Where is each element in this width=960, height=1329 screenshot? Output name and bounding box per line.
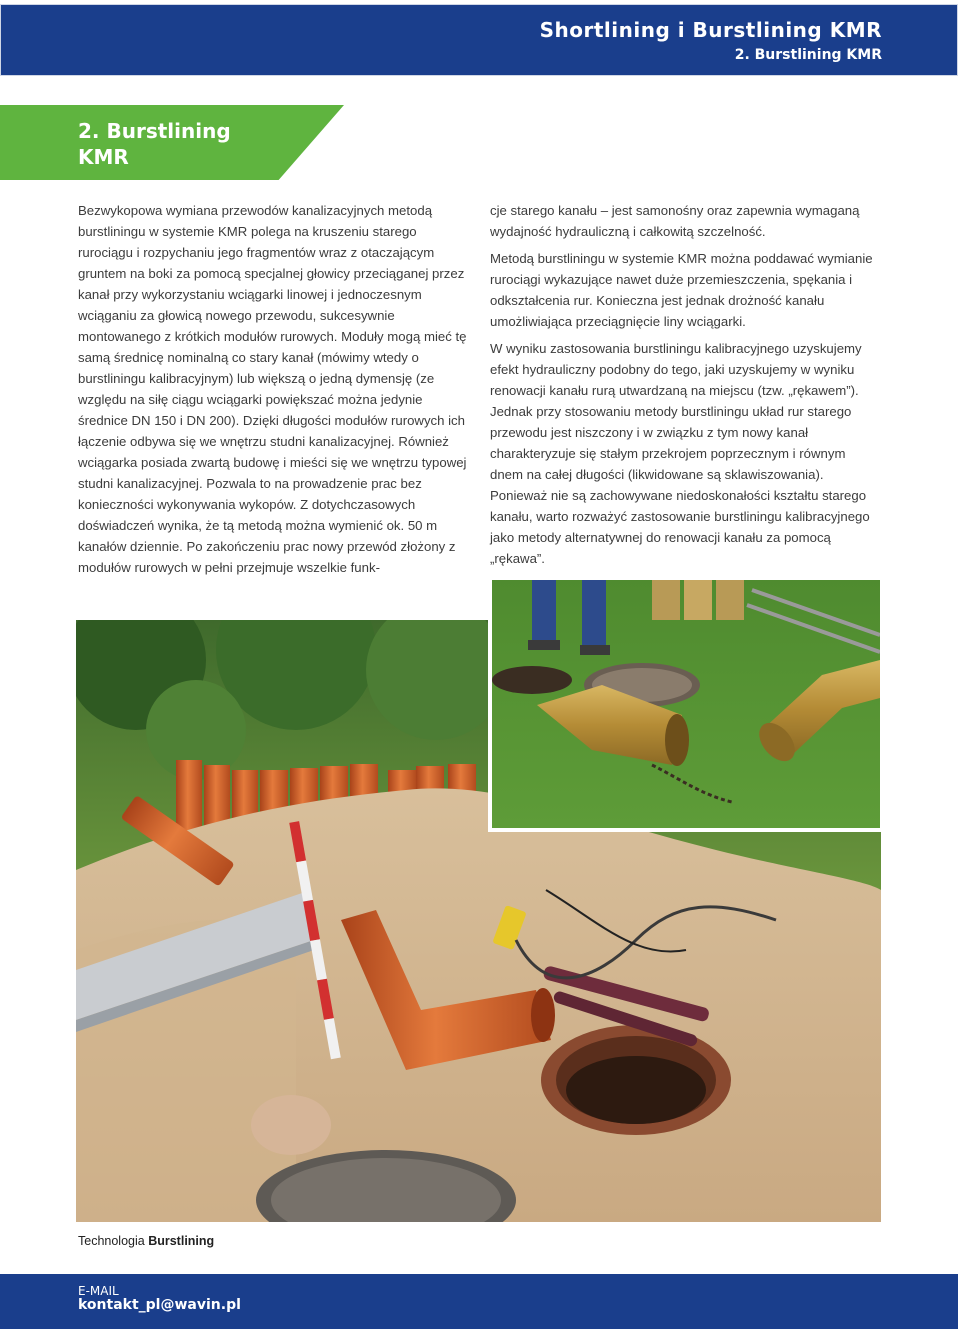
footer-email-link[interactable]: kontakt_pl@wavin.pl bbox=[78, 1297, 241, 1313]
paragraph-displacements: Metodą burstliningu w systemie KMR można poddawać wymianie rurociągi wykazujące nawet duże przemieszczenia, spękania i odkształcenia rur. Konieczna jest jednak drożność kanału umożliwiająca przeciągnięcie liny wciągarki. bbox=[490, 251, 873, 329]
caption-prefix: Technologia bbox=[78, 1234, 149, 1248]
header-subtitle: 2. Burstlining KMR bbox=[734, 47, 882, 63]
header-title: Shortlining i Burstlining KMR bbox=[539, 18, 882, 42]
section-title-line2: KMR bbox=[78, 145, 129, 169]
paragraph-intro: Bezwykopowa wymiana przewodów kanalizacyjnych metodą burstliningu w systemie KMR polega na kruszeniu starego rurociągu i rozpychaniu jego fragmentów wraz z otaczającym gruntem na boki za pomocą specjalnej głowicy przeciąganej przez kanał przy wykorzystaniu wciągarki linowej i jednoczesnym wciąganiu za głowicą nowego przewodu, sukcesywnie montowanego z krótkich modułów rurowych. Moduły mogą mieć tę samą średnicę nominalną co stary kanał (mówimy wtedy o burstliningu kalibracyjnym) lub większą o jedną dymensję (ze względu na siłę ciągu wciągarki powiększać można jedynie średnice DN 150 i DN 200). Dzięki długości modułów rurowych ich łączenie odbywa się we wnętrzu studni kanalizacyjnej. Również wciągarka posiada zwartą budowę i mieści się we wnętrzu typowej studni kanalizacyjnej. Pozwala to na prowadzenie prac bez konieczności wykonywania wykopów. Z dotychczasowych doświadczeń wynika, że tą metodą można wymienić ok. 50 m kanałów dziennie. Po zakończeniu prac nowy przewód złożony z modułów rurowych w pełni przejmuje wszelkie funk- bbox=[78, 203, 467, 575]
footer-email-label: E-MAIL bbox=[78, 1284, 119, 1298]
body-text-right bbox=[490, 200, 882, 575]
paragraph-hydraulic: W wyniku zastosowania burstliningu kalibracyjnego uzyskujemy efekt hydrauliczny podobny do tego, jaki uzyskujemy w wyniku renowacji kanału rurą utwardzaną na miejscu (tzw. „rękawem”). Jednak przy stosowaniu metody burstliningu układ rur starego przewodu jest niszczony i w związku z tym nowy kanał charakteryzuje się stałym przekrojem poprzecznym i równym dnem na całej długości (likwidowane są sklawiszowania). Ponieważ nie są zachowywane niedoskonałości kształtu starego kanału, warto rozważyć zastosowanie burstliningu kalibracyjnego jako metody alternatywnej do renowacji kanału za pomocą „rękawa”. bbox=[490, 341, 870, 566]
section-title bbox=[78, 118, 288, 170]
manhole bbox=[541, 1025, 731, 1135]
bursting-head-illustration bbox=[492, 580, 880, 828]
body-text-left bbox=[78, 200, 470, 584]
photo-caption bbox=[78, 1234, 214, 1248]
section-title-line1: 2. Burstlining bbox=[78, 119, 231, 143]
paragraph-intro-continued: cje starego kanału – jest samonośny oraz zapewnia wymaganą wydajność hydrauliczną i całkowitą szczelność. bbox=[490, 203, 860, 239]
inset-photo bbox=[488, 576, 884, 832]
caption-bold: Burstlining bbox=[148, 1234, 215, 1248]
